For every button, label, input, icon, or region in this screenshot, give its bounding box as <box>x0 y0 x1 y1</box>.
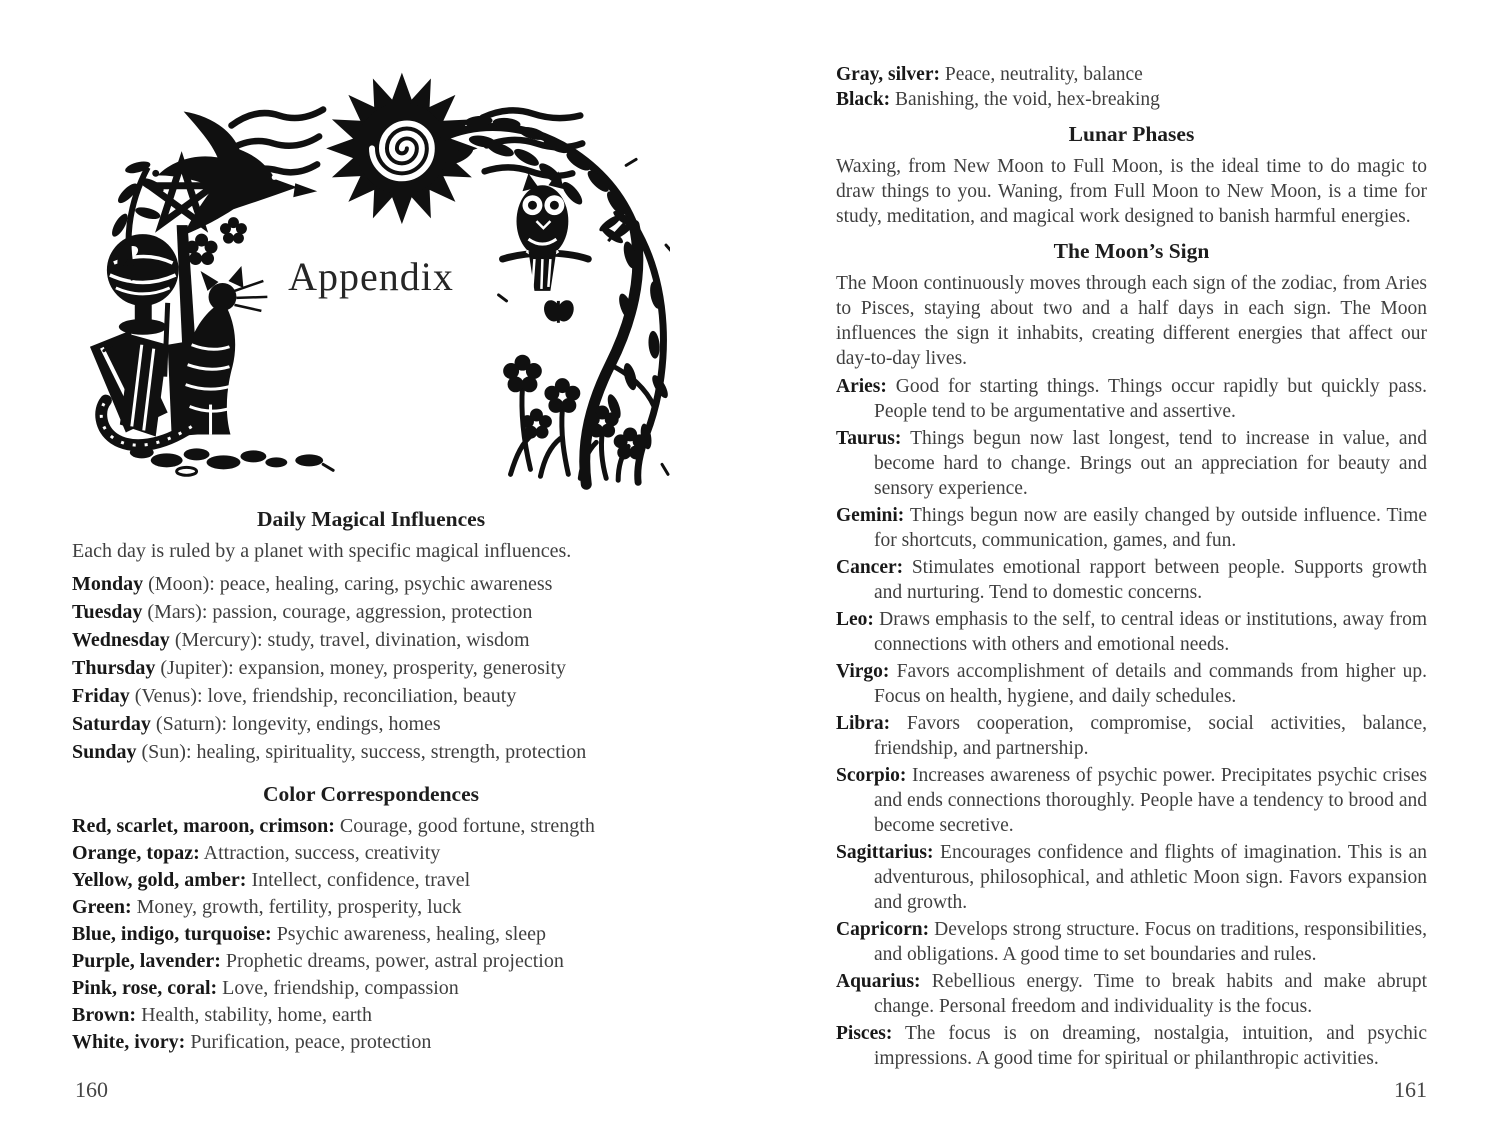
color-desc: Psychic awareness, healing, sleep <box>271 923 547 945</box>
color-entry-yellow <box>72 867 670 894</box>
spiral-sun-icon <box>326 73 477 224</box>
daily-influences-intro: Each day is ruled by a planet with specific magical influences. <box>72 540 572 562</box>
color-correspondences-heading: Color Correspondences <box>263 782 479 806</box>
pebble <box>151 453 183 467</box>
zodiac-entry-virgo <box>836 659 1427 709</box>
day-desc: (Jupiter): expansion, money, prosperity, generosity <box>155 657 567 679</box>
color-entry-purple <box>72 948 670 975</box>
color-term: Orange, topaz: <box>72 842 200 864</box>
color-desc: Purification, peace, protection <box>185 1031 432 1053</box>
color-term: White, ivory: <box>72 1031 186 1053</box>
zodiac-desc: Things begun now last longest, tend to increase in value, and become hard to change. Brings out an appreciation for beauty and sensory experience. <box>874 428 1427 499</box>
leaf <box>621 362 639 392</box>
color-term: Brown: <box>72 1004 137 1026</box>
zodiac-entry-aquarius <box>836 969 1427 1019</box>
day-entry-thursday <box>72 654 670 682</box>
petal <box>205 241 218 254</box>
pebble <box>130 446 154 458</box>
zodiac-entry-capricorn <box>836 917 1427 967</box>
zodiac-term: Taurus: <box>836 428 902 449</box>
day-term: Tuesday <box>72 601 143 623</box>
color-term: Gray, silver: <box>836 64 940 85</box>
day-desc: (Mercury): study, travel, divination, wisdom <box>169 629 530 651</box>
color-desc: Love, friendship, compassion <box>217 977 459 999</box>
pebble <box>207 455 241 469</box>
day-entry-tuesday <box>72 598 670 626</box>
day-desc: (Moon): peace, healing, caring, psychic awareness <box>143 573 553 595</box>
zodiac-desc: The focus is on dreaming, nostalgia, intuition, and psychic impressions. A good time for spiritual or philanthropic activities. <box>874 1023 1427 1069</box>
zodiac-desc: Good for starting things. Things occur rapidly but quickly pass. People tend to be argumentative and assertive. <box>874 376 1427 422</box>
zodiac-entry-taurus <box>836 426 1427 501</box>
zodiac-term: Cancer: <box>836 557 904 578</box>
color-desc: Courage, good fortune, strength <box>334 815 595 837</box>
owl-body <box>517 185 569 257</box>
petal <box>633 434 647 448</box>
pebble <box>265 457 287 467</box>
color-term: Yellow, gold, amber: <box>72 869 247 891</box>
zodiac-desc: Stimulates emotional rapport between people. Supports growth and nurturing. Tend to domestic concerns. <box>874 557 1427 603</box>
color-entry-blue <box>72 921 670 948</box>
pebble <box>295 454 323 466</box>
day-term: Saturday <box>72 713 151 735</box>
petal <box>186 241 199 254</box>
petal <box>565 386 580 401</box>
color-term: Black: <box>836 89 891 110</box>
butterfly-icon <box>541 298 576 324</box>
day-term: Wednesday <box>72 629 170 651</box>
day-entry-sunday <box>72 738 670 766</box>
color-entry-black <box>836 87 1427 112</box>
day-entry-wednesday <box>72 626 670 654</box>
zodiac-entry-scorpio <box>836 763 1427 838</box>
color-desc: Banishing, the void, hex-breaking <box>890 89 1160 110</box>
color-desc: Health, stability, home, earth <box>136 1004 372 1026</box>
color-term: Purple, lavender: <box>72 950 221 972</box>
illustration-title: Appendix <box>288 254 454 299</box>
zodiac-desc: Favors accomplishment of details and commands from higher up. Focus on health, hygiene, and daily schedules. <box>874 661 1427 707</box>
color-desc: Intellect, confidence, travel <box>246 869 471 891</box>
zodiac-desc: Develops strong structure. Focus on traditions, responsibilities, and obligations. A good time to set boundaries and rules. <box>874 919 1427 965</box>
color-entry-red <box>72 813 670 840</box>
page-number-left: 160 <box>75 1077 108 1102</box>
zodiac-term: Aquarius: <box>836 971 921 992</box>
petal <box>526 363 542 379</box>
color-desc: Money, growth, fertility, prosperity, luck <box>131 896 462 918</box>
petal <box>220 223 231 234</box>
zodiac-term: Leo: <box>836 609 874 630</box>
zodiac-term: Gemini: <box>836 505 905 526</box>
color-term: Pink, rose, coral: <box>72 977 218 999</box>
color-entry-brown <box>72 1002 670 1029</box>
color-desc: Peace, neutrality, balance <box>939 64 1143 85</box>
leaf <box>647 330 660 359</box>
petal <box>233 233 244 244</box>
zodiac-entry-aries <box>836 374 1427 424</box>
color-entry-orange <box>72 840 670 867</box>
zodiac-term: Scorpio: <box>836 765 907 786</box>
page-right <box>836 62 1427 1073</box>
zodiac-term: Capricorn: <box>836 919 930 940</box>
pebbles <box>130 446 323 475</box>
zodiac-desc: Increases awareness of psychic power. Precipitates psychic crises and ends connections thoroughly. People have a tendency to brood and become secretive. <box>874 765 1427 836</box>
color-desc: Prophetic dreams, power, astral projection <box>220 950 564 972</box>
zodiac-desc: Rebellious energy. Time to break habits and make abrupt change. Personal freedom and individuality is the focus. <box>874 971 1427 1017</box>
zodiac-term: Libra: <box>836 713 891 734</box>
color-desc: Attraction, success, creativity <box>199 842 441 864</box>
day-entry-monday <box>72 570 670 598</box>
color-entry-green <box>72 894 670 921</box>
day-entry-friday <box>72 682 670 710</box>
color-term: Green: <box>72 896 132 918</box>
leafy-arch-right <box>438 115 670 484</box>
lunar-phases-heading: Lunar Phases <box>1068 122 1195 146</box>
zodiac-term: Sagittarius: <box>836 842 934 863</box>
day-desc: (Mars): passion, courage, aggression, protection <box>142 601 533 623</box>
zodiac-entry-pisces <box>836 1021 1427 1071</box>
day-desc: (Saturn): longevity, endings, homes <box>150 713 441 735</box>
color-entry-gray <box>836 62 1427 87</box>
petal <box>605 412 619 426</box>
pebble <box>177 467 197 475</box>
color-term: Blue, indigo, turquoise: <box>72 923 272 945</box>
petal <box>508 376 524 392</box>
day-desc: (Venus): love, friendship, reconciliation, beauty <box>129 685 517 707</box>
raven-eye <box>272 175 277 180</box>
moons-sign-paragraph: The Moon continuously moves through each sign of the zodiac, from Aries to Pisces, staying about two and a half days in each sign. The Moon influences the sign it inhabits, creating different energies that affect our day-to-day lives. <box>836 273 1427 369</box>
moons-sign-heading: The Moon’s Sign <box>1053 239 1210 263</box>
color-entry-pink <box>72 975 670 1002</box>
color-entry-white <box>72 1029 670 1056</box>
zodiac-desc: Favors cooperation, compromise, social activities, balance, friendship, and partnership. <box>874 713 1427 759</box>
raven-beak <box>293 183 317 197</box>
day-term: Monday <box>72 573 144 595</box>
day-term: Friday <box>72 685 130 707</box>
pebble <box>240 450 266 462</box>
petal <box>539 415 552 428</box>
zodiac-entry-gemini <box>836 503 1427 553</box>
berry <box>152 170 159 177</box>
day-entry-saturday <box>72 710 670 738</box>
zodiac-entry-leo <box>836 607 1427 657</box>
zodiac-entry-libra <box>836 711 1427 761</box>
day-desc: (Sun): healing, spirituality, success, strength, protection <box>136 741 587 763</box>
zodiac-entry-cancer <box>836 555 1427 605</box>
zodiac-entry-sagittarius <box>836 840 1427 915</box>
petal <box>236 223 247 234</box>
page-left <box>72 45 670 1056</box>
color-term: Red, scarlet, maroon, crimson: <box>72 815 335 837</box>
daily-influences-heading: Daily Magical Influences <box>256 507 486 531</box>
petal <box>223 233 234 244</box>
zodiac-desc: Draws emphasis to the self, to central ideas or institutions, away from connections with others and emotional needs. <box>873 609 1427 655</box>
pebble <box>184 448 210 460</box>
zodiac-desc: Things begun now are easily changed by outside influence. Time for shortcuts, communication, games, and fun. <box>874 505 1427 551</box>
page-number-right: 161 <box>1394 1077 1427 1102</box>
petal <box>548 398 563 413</box>
leaf <box>134 205 162 221</box>
zodiac-term: Aries: <box>836 376 887 397</box>
lunar-phases-paragraph: Waxing, from New Moon to Full Moon, is the ideal time to do magic to draw things to you. Waning, from Full Moon to New Moon, is a time for study, meditation, and magical work designed to banish harmful energies. <box>836 156 1427 227</box>
zodiac-desc: Encourages confidence and flights of imagination. This is an adventurous, philosophical, and athletic Moon sign. Favors expansion and growth. <box>874 842 1427 913</box>
zodiac-term: Virgo: <box>836 661 890 682</box>
day-term: Sunday <box>72 741 137 763</box>
day-term: Thursday <box>72 657 156 679</box>
zodiac-term: Pisces: <box>836 1023 893 1044</box>
appendix-woodcut-illustration <box>72 45 670 495</box>
